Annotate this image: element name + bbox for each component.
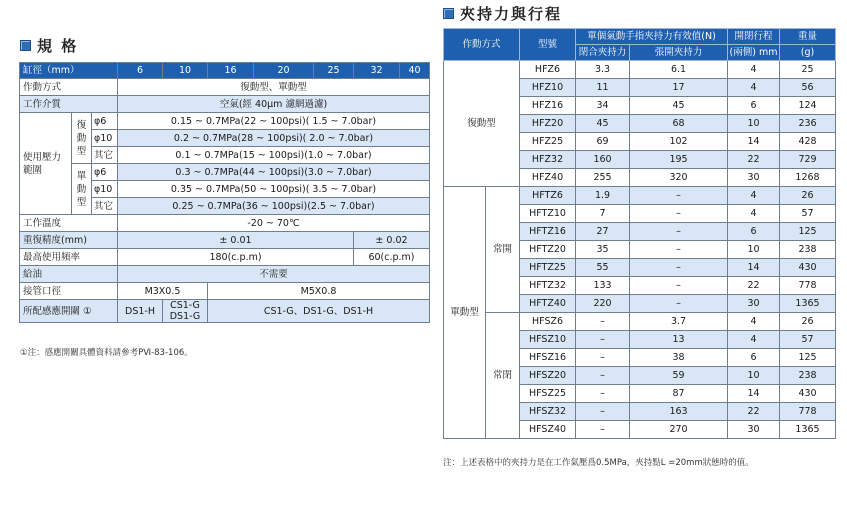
grip-stroke-cell: 14 [728, 259, 780, 277]
grip-open-header: 張開夾持力 [630, 45, 728, 61]
grip-model-cell: HFTZ6 [520, 187, 576, 205]
grip-stroke-cell: 4 [728, 187, 780, 205]
grip-open-cell: – [630, 187, 728, 205]
pressure-size: φ10 [92, 181, 118, 198]
grip-model-cell: HFZ40 [520, 169, 576, 187]
action-value: 復動型、單動型 [118, 79, 430, 96]
medium-value: 空氣(經 40μm 濾網過濾) [118, 96, 430, 113]
grip-stroke-cell: 22 [728, 151, 780, 169]
grip-open-cell: 45 [630, 97, 728, 115]
switch-label: 所配感應開關 ① [20, 300, 118, 323]
repeatability-value-a: ± 0.01 [118, 232, 354, 249]
grip-model-cell: HFSZ10 [520, 331, 576, 349]
grip-stroke-header: 開閉行程 [728, 29, 780, 45]
grip-close-cell: 11 [576, 79, 630, 97]
temperature-value: -20 ~ 70℃ [118, 215, 430, 232]
grip-stroke-cell: 22 [728, 277, 780, 295]
grip-close-cell: 34 [576, 97, 630, 115]
grip-table [443, 28, 836, 439]
grip-model-cell: HFSZ6 [520, 313, 576, 331]
pressure-double-label: 復動型 [72, 113, 92, 164]
spec-section-title [20, 35, 78, 56]
grip-open-cell: 87 [630, 385, 728, 403]
grip-open-cell: 38 [630, 349, 728, 367]
action-row [20, 79, 430, 96]
grip-stroke-cell: 6 [728, 223, 780, 241]
grip-double-label: 復動型 [444, 61, 520, 187]
grip-close-cell: 35 [576, 241, 630, 259]
grip-close-cell: 133 [576, 277, 630, 295]
bore-cell: 10 [163, 63, 208, 79]
frequency-value-b: 60(c.p.m) [354, 249, 430, 266]
grip-model-cell: HFTZ16 [520, 223, 576, 241]
grip-weight-cell: 25 [780, 61, 836, 79]
grip-stroke-cell: 4 [728, 205, 780, 223]
grip-open-cell: 6.1 [630, 61, 728, 79]
grip-close-cell: 69 [576, 133, 630, 151]
grip-open-cell: 163 [630, 403, 728, 421]
grip-open-cell: 13 [630, 331, 728, 349]
grip-header-row [444, 29, 836, 45]
grip-weight-cell: 56 [780, 79, 836, 97]
grip-weight-cell: 1365 [780, 421, 836, 439]
repeatability-label: 重復精度(mm) [20, 232, 118, 249]
grip-close-cell: – [576, 349, 630, 367]
pressure-single-label: 單動型 [72, 164, 92, 215]
bore-cell: 6 [118, 63, 163, 79]
pressure-size: 其它 [92, 198, 118, 215]
grip-close-cell: – [576, 403, 630, 421]
grip-open-cell: 17 [630, 79, 728, 97]
grip-model-cell: HFSZ40 [520, 421, 576, 439]
grip-weight-cell: 26 [780, 187, 836, 205]
grip-stroke-cell: 4 [728, 331, 780, 349]
pressure-value: 0.3 ~ 0.7MPa(44 ~ 100psi)(3.0 ~ 7.0bar) [118, 164, 430, 181]
grip-open-cell: 320 [630, 169, 728, 187]
grip-close-cell: 7 [576, 205, 630, 223]
grip-single-label: 單動型 [444, 187, 486, 439]
grip-open-cell: 195 [630, 151, 728, 169]
grip-weight-cell: 1365 [780, 295, 836, 313]
grip-model-cell: HFSZ32 [520, 403, 576, 421]
bore-cell: 25 [314, 63, 354, 79]
switch-value-c: CS1-G、DS1-G、DS1-H [208, 300, 430, 323]
grip-open-cell: – [630, 259, 728, 277]
grip-weight-cell: 430 [780, 385, 836, 403]
grip-open-cell: – [630, 277, 728, 295]
grip-stroke-cell: 10 [728, 115, 780, 133]
spec-footnote: ①注：感應開關具體資料請參考PⅥ-83-106。 [20, 348, 193, 358]
switch-value-a: DS1-H [118, 300, 163, 323]
pressure-row [20, 164, 430, 181]
grip-normally-open-label: 常開 [486, 187, 520, 313]
table-row [444, 313, 836, 331]
bore-cell: 40 [400, 63, 430, 79]
pressure-size: φ6 [92, 113, 118, 130]
lubrication-label: 給油 [20, 266, 118, 283]
grip-close-cell: 220 [576, 295, 630, 313]
grip-weight-cell: 1268 [780, 169, 836, 187]
port-label: 接管口徑 [20, 283, 118, 300]
pressure-value: 0.15 ~ 0.7MPa(22 ~ 100psi)( 1.5 ~ 7.0bar) [118, 113, 430, 130]
action-label: 作動方式 [20, 79, 118, 96]
grip-open-cell: 3.7 [630, 313, 728, 331]
frequency-row [20, 249, 430, 266]
switch-value-b2: DS1-G [169, 311, 201, 322]
grip-close-cell: 1.9 [576, 187, 630, 205]
grip-close-cell: 45 [576, 115, 630, 133]
switch-row [20, 300, 430, 323]
bore-cell: 20 [254, 63, 314, 79]
grip-model-cell: HFTZ20 [520, 241, 576, 259]
repeatability-row [20, 232, 430, 249]
grip-close-cell: 55 [576, 259, 630, 277]
grip-weight-unit: (g) [780, 45, 836, 61]
grip-open-cell: – [630, 241, 728, 259]
grip-stroke-cell: 6 [728, 349, 780, 367]
pressure-value: 0.1 ~ 0.7MPa(15 ~ 100psi)(1.0 ~ 7.0bar) [118, 147, 430, 164]
spec-title-text: 規 格 [37, 37, 79, 55]
grip-weight-cell: 238 [780, 367, 836, 385]
grip-model-cell: HFTZ32 [520, 277, 576, 295]
grip-action-header: 作動方式 [444, 29, 520, 61]
temperature-label: 工作溫度 [20, 215, 118, 232]
grip-close-cell: 255 [576, 169, 630, 187]
grip-model-cell: HFZ20 [520, 115, 576, 133]
frequency-label: 最高使用頻率 [20, 249, 118, 266]
grip-stroke-unit: (兩側) mm [728, 45, 780, 61]
grip-stroke-cell: 4 [728, 79, 780, 97]
grip-weight-cell: 57 [780, 205, 836, 223]
grip-stroke-cell: 10 [728, 367, 780, 385]
table-row [444, 187, 836, 205]
medium-label: 工作介質 [20, 96, 118, 113]
grip-stroke-cell: 4 [728, 313, 780, 331]
grip-model-cell: HFSZ20 [520, 367, 576, 385]
grip-close-cell: – [576, 385, 630, 403]
pressure-row [20, 113, 430, 130]
grip-stroke-cell: 14 [728, 133, 780, 151]
grip-open-cell: 102 [630, 133, 728, 151]
grip-open-cell: 68 [630, 115, 728, 133]
pressure-value: 0.25 ~ 0.7MPa(36 ~ 100psi)(2.5 ~ 7.0bar) [118, 198, 430, 215]
grip-weight-cell: 125 [780, 349, 836, 367]
port-value-a: M3X0.5 [118, 283, 208, 300]
grip-open-cell: – [630, 205, 728, 223]
spec-table [19, 62, 430, 323]
grip-stroke-cell: 10 [728, 241, 780, 259]
pressure-size: φ10 [92, 130, 118, 147]
grip-close-cell: 160 [576, 151, 630, 169]
grip-stroke-cell: 6 [728, 97, 780, 115]
grip-close-header: 閉合夾持力 [576, 45, 630, 61]
grip-open-cell: 59 [630, 367, 728, 385]
grip-close-cell: 27 [576, 223, 630, 241]
medium-row [20, 96, 430, 113]
grip-weight-cell: 428 [780, 133, 836, 151]
grip-normally-closed-label: 常閉 [486, 313, 520, 439]
square-bullet-icon [443, 8, 454, 19]
lubrication-row [20, 266, 430, 283]
grip-open-cell: – [630, 295, 728, 313]
grip-weight-cell: 124 [780, 97, 836, 115]
grip-model-cell: HFSZ16 [520, 349, 576, 367]
grip-stroke-cell: 4 [728, 61, 780, 79]
grip-stroke-cell: 22 [728, 403, 780, 421]
grip-close-cell: 3.3 [576, 61, 630, 79]
spec-header-row [20, 63, 430, 79]
pressure-size: φ6 [92, 164, 118, 181]
temperature-row [20, 215, 430, 232]
table-row [444, 61, 836, 79]
grip-model-cell: HFTZ40 [520, 295, 576, 313]
grip-close-cell: – [576, 313, 630, 331]
grip-model-cell: HFZ16 [520, 97, 576, 115]
grip-force-header: 單個氣動手指夾持力有效值(N) [576, 29, 728, 45]
grip-stroke-cell: 30 [728, 421, 780, 439]
grip-model-cell: HFTZ10 [520, 205, 576, 223]
grip-model-cell: HFZ6 [520, 61, 576, 79]
grip-close-cell: – [576, 367, 630, 385]
switch-value-b1: CS1-G [170, 300, 200, 311]
bore-cell: 16 [208, 63, 254, 79]
square-bullet-icon [20, 40, 31, 51]
grip-model-cell: HFZ25 [520, 133, 576, 151]
grip-model-header: 型號 [520, 29, 576, 61]
grip-table-body [444, 61, 836, 439]
bore-cell: 32 [354, 63, 400, 79]
grip-model-cell: HFZ32 [520, 151, 576, 169]
grip-weight-cell: 57 [780, 331, 836, 349]
grip-close-cell: – [576, 421, 630, 439]
grip-weight-header: 重量 [780, 29, 836, 45]
pressure-size: 其它 [92, 147, 118, 164]
grip-model-cell: HFTZ25 [520, 259, 576, 277]
grip-weight-cell: 125 [780, 223, 836, 241]
grip-footnote: 注：上述表格中的夾持力是在工作氣壓爲0.5MPa，夾持點L =20mm狀態時的值。 [443, 458, 754, 468]
bore-header: 缸徑（mm） [20, 63, 118, 79]
grip-close-cell: – [576, 331, 630, 349]
grip-stroke-cell: 14 [728, 385, 780, 403]
pressure-value: 0.35 ~ 0.7MPa(50 ~ 100psi)( 3.5 ~ 7.0bar) [118, 181, 430, 198]
grip-section-title [443, 3, 562, 24]
grip-stroke-cell: 30 [728, 169, 780, 187]
grip-model-cell: HFZ10 [520, 79, 576, 97]
pressure-value: 0.2 ~ 0.7MPa(28 ~ 100psi)( 2.0 ~ 7.0bar) [118, 130, 430, 147]
grip-open-cell: 270 [630, 421, 728, 439]
repeatability-value-b: ± 0.02 [354, 232, 430, 249]
grip-open-cell: – [630, 223, 728, 241]
grip-weight-cell: 238 [780, 241, 836, 259]
grip-weight-cell: 26 [780, 313, 836, 331]
pressure-label: 使用壓力範圍 [20, 113, 72, 215]
grip-weight-cell: 236 [780, 115, 836, 133]
grip-weight-cell: 778 [780, 403, 836, 421]
port-row [20, 283, 430, 300]
switch-value-b [163, 300, 208, 323]
grip-title-text: 夾持力與行程 [460, 5, 563, 23]
grip-weight-cell: 778 [780, 277, 836, 295]
frequency-value-a: 180(c.p.m) [118, 249, 354, 266]
lubrication-value: 不需要 [118, 266, 430, 283]
grip-weight-cell: 430 [780, 259, 836, 277]
grip-stroke-cell: 30 [728, 295, 780, 313]
grip-weight-cell: 729 [780, 151, 836, 169]
grip-model-cell: HFSZ25 [520, 385, 576, 403]
port-value-b: M5X0.8 [208, 283, 430, 300]
